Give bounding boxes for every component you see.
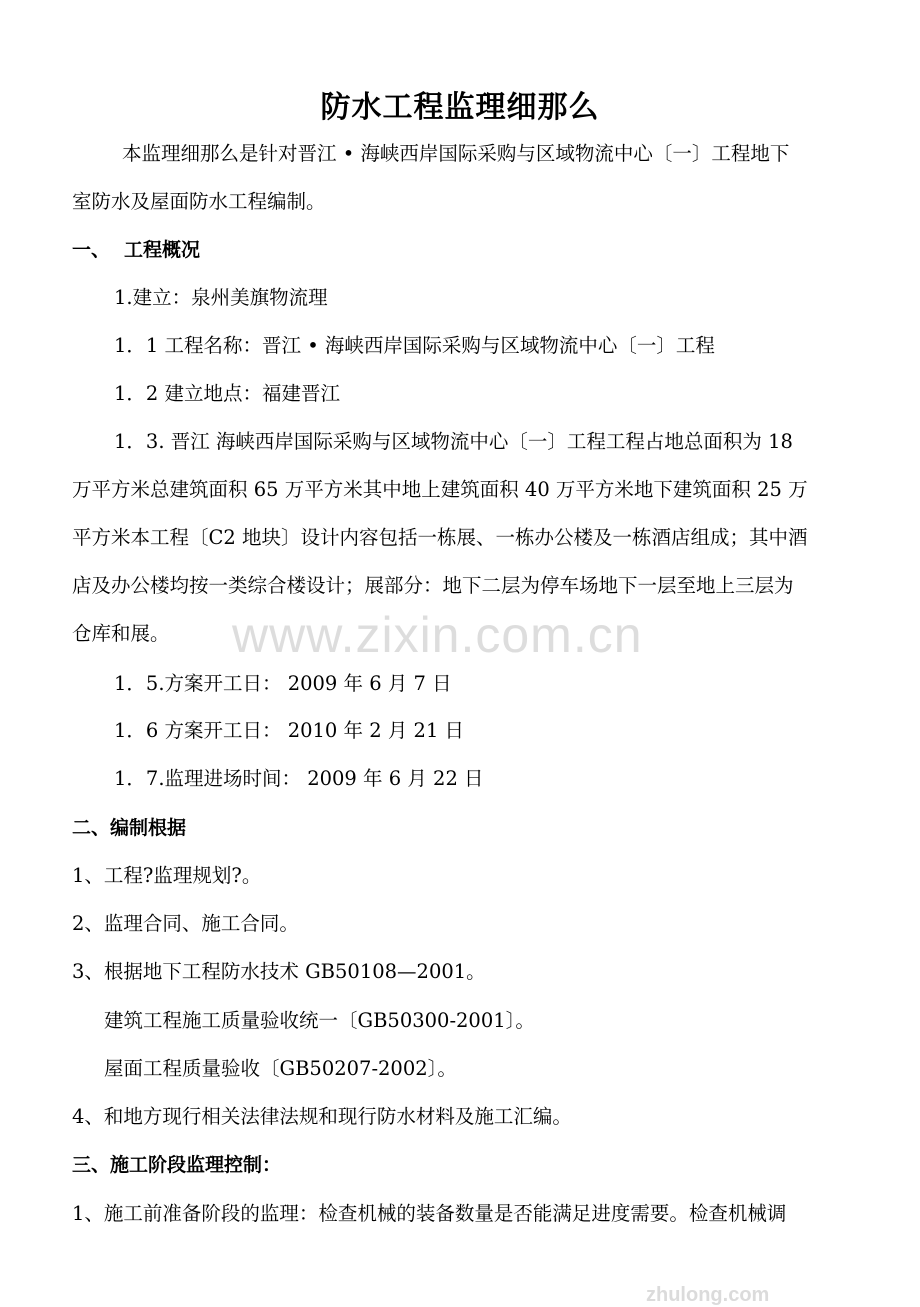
- item-1-1: 1．1 工程名称：晋江 • 海峡西岸国际采购与区域物流中心〔一〕工程: [114, 334, 715, 357]
- control-item-1-line-1: 1、施工前准备阶段的监理：检查机械的装备数量是否能满足进度需要。检查机械调: [72, 1202, 787, 1225]
- item-1-3-line-4: 店及办公楼均按一类综合楼设计；展部分：地下二层为停车场地下一层至地上三层为: [72, 574, 794, 597]
- item-1-3-line-5: 仓库和展。: [72, 622, 170, 645]
- item-1-6: 1．6 方案开工日： 2010 年 2 月 21 日: [114, 719, 465, 742]
- item-1-5: 1．5.方案开工日： 2009 年 6 月 7 日: [114, 672, 452, 695]
- item-1-3-line-3: 平方米本工程〔C2 地块〕设计内容包括一栋展、一栋办公楼及一栋酒店组成；其中酒: [72, 526, 808, 549]
- section-3-heading: 三、施工阶段监理控制：: [72, 1154, 282, 1176]
- item-1-3-line-1: 1．3. 晋江 海峡西岸国际采购与区域物流中心〔一〕工程工程占地总面积为 18: [114, 430, 793, 453]
- basis-item-3: 3、根据地下工程防水技术 GB50108—2001。: [72, 960, 486, 983]
- item-1-3-line-2: 万平方米总建筑面积 65 万平方米其中地上建筑面积 40 万平方米地下建筑面积 25 万: [72, 478, 808, 501]
- item-1-2: 1．2 建立地点：福建晋江: [114, 382, 341, 405]
- basis-item-3-sub-2: 屋面工程质量验收〔GB50207-2002〕。: [104, 1057, 457, 1080]
- footer-watermark: zhulong.com: [646, 1284, 770, 1306]
- basis-item-3-sub-1: 建筑工程施工质量验收统一〔GB50300-2001〕。: [104, 1009, 535, 1032]
- intro-line-1: 本监理细那么是针对晋江 • 海峡西岸国际采购与区域物流中心〔一〕工程地下: [122, 142, 790, 165]
- item-build: 1.建立：泉州美旗物流理: [114, 286, 328, 309]
- basis-item-2: 2、监理合同、施工合同。: [72, 912, 299, 935]
- intro-line-2: 室防水及屋面防水工程编制。: [72, 190, 326, 213]
- item-1-7: 1．7.监理进场时间： 2009 年 6 月 22 日: [114, 767, 484, 790]
- basis-item-4: 4、和地方现行相关法律法规和现行防水材料及施工汇编。: [72, 1105, 572, 1128]
- section-2-heading: 二、编制根据: [72, 817, 187, 839]
- document-title: 防水工程监理细那么: [320, 90, 600, 125]
- watermark-text: www.zixin.com.cn: [232, 607, 643, 663]
- section-1-heading-number: 一、: [72, 239, 111, 261]
- section-1-heading: 工程概况: [124, 239, 201, 261]
- basis-item-1: 1、工程?监理规划?。: [72, 864, 262, 887]
